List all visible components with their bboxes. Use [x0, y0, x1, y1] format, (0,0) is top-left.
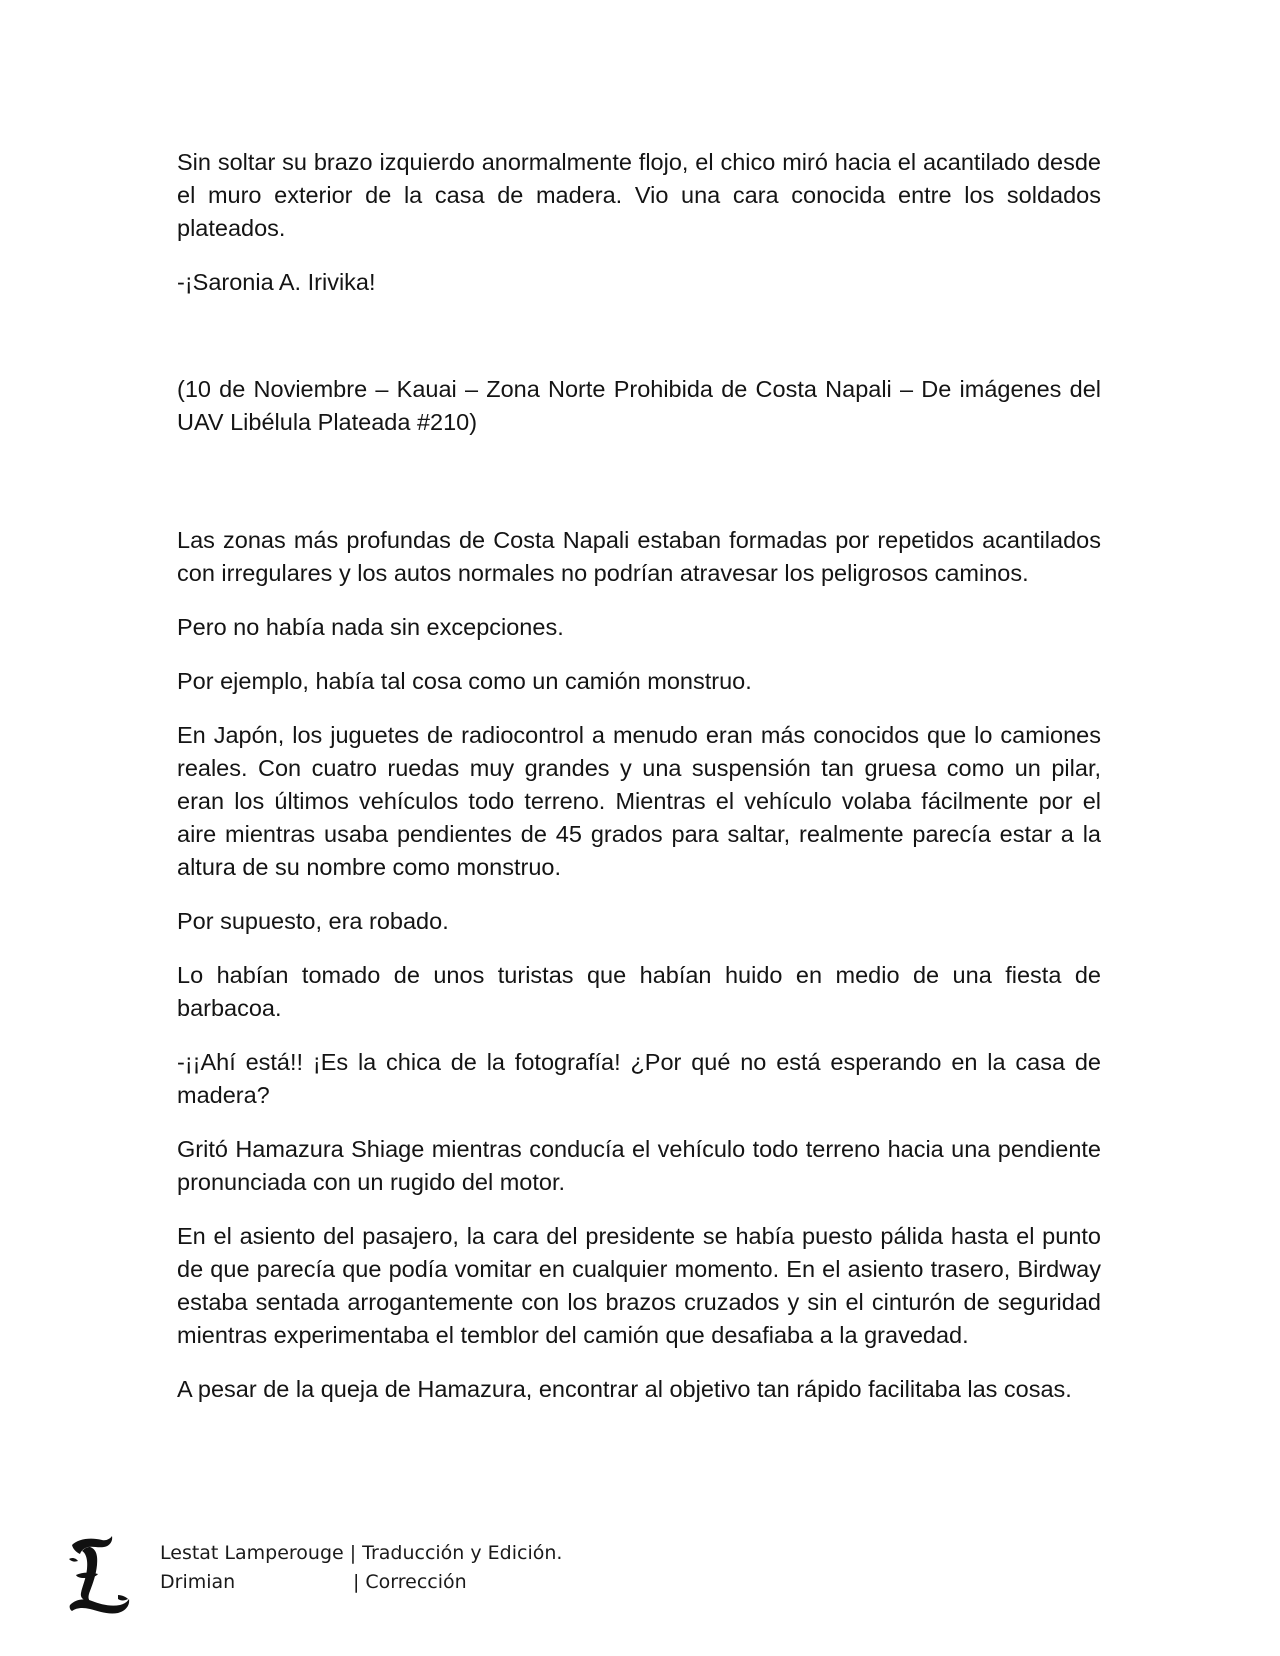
credit-row-translator — [160, 1539, 562, 1568]
paragraph: Sin soltar su brazo izquierdo anormalmente flojo, el chico miró hacia el acantilado desde el muro exterior de la casa de madera. Vio una cara conocida entre los soldados plateados. — [177, 149, 1101, 241]
credit-separator: | — [353, 1571, 360, 1593]
credits-block — [160, 1539, 562, 1597]
credit-separator: | — [349, 1542, 357, 1564]
paragraph: Pero no había nada sin excepciones. — [177, 614, 564, 640]
document-body — [177, 146, 1101, 1427]
paragraph: Las zonas más profundas de Costa Napali estaban formadas por repetidos acantilados con irregulares y los autos normales no podrían atravesar los peligrosos caminos. — [177, 527, 1101, 586]
paragraph: Lo habían tomado de unos turistas que habían huido en medio de una fiesta de barbacoa. — [177, 962, 1101, 1021]
page-footer — [66, 1535, 666, 1615]
scene-header: (10 de Noviembre – Kauai – Zona Norte Prohibida de Costa Napali – De imágenes del UAV Libélula Plateada #210) — [177, 376, 1101, 435]
paragraph: Gritó Hamazura Shiage mientras conducía el vehículo todo terreno hacia una pendiente pronunciada con un rugido del motor. — [177, 1136, 1101, 1195]
credit-name: Lestat Lamperouge — [160, 1542, 344, 1564]
credit-role: Corrección — [365, 1571, 467, 1593]
gothic-letter-l-logo-icon — [66, 1535, 132, 1615]
scene-break-spacer — [177, 460, 1101, 524]
paragraph: Por supuesto, era robado. — [177, 908, 449, 934]
paragraph: En Japón, los juguetes de radiocontrol a menudo eran más conocidos que lo camiones reales. Con cuatro ruedas muy grandes y una suspensión tan gruesa como un pilar, eran los últimos vehículos todo terreno. Mientras el vehículo volaba fácilmente por el aire mientras usaba pendientes de 45 grados para saltar, realmente parecía estar a la altura de su nombre como monstruo. — [177, 722, 1101, 880]
paragraph: En el asiento del pasajero, la cara del presidente se había puesto pálida hasta el punto de que parecía que podía vomitar en cualquier momento. En el asiento trasero, Birdway estaba sentada arrogantemente con los brazos cruzados y sin el cinturón de seguridad mientras experimentaba el temblor del camión que desafiaba a la gravedad. — [177, 1223, 1101, 1348]
dialogue-line: -¡¡Ahí está!! ¡Es la chica de la fotografía! ¿Por qué no está esperando en la casa de madera? — [177, 1049, 1101, 1108]
credit-role: Traducción y Edición. — [362, 1542, 563, 1564]
credit-name: Drimian — [160, 1571, 236, 1593]
paragraph: A pesar de la queja de Hamazura, encontrar al objetivo tan rápido facilitaba las cosas. — [177, 1376, 1072, 1402]
paragraph: Por ejemplo, había tal cosa como un camión monstruo. — [177, 668, 752, 694]
scene-break-spacer — [177, 320, 1101, 373]
dialogue-line: -¡Saronia A. Irivika! — [177, 269, 376, 295]
credit-row-proofreader — [160, 1568, 562, 1597]
